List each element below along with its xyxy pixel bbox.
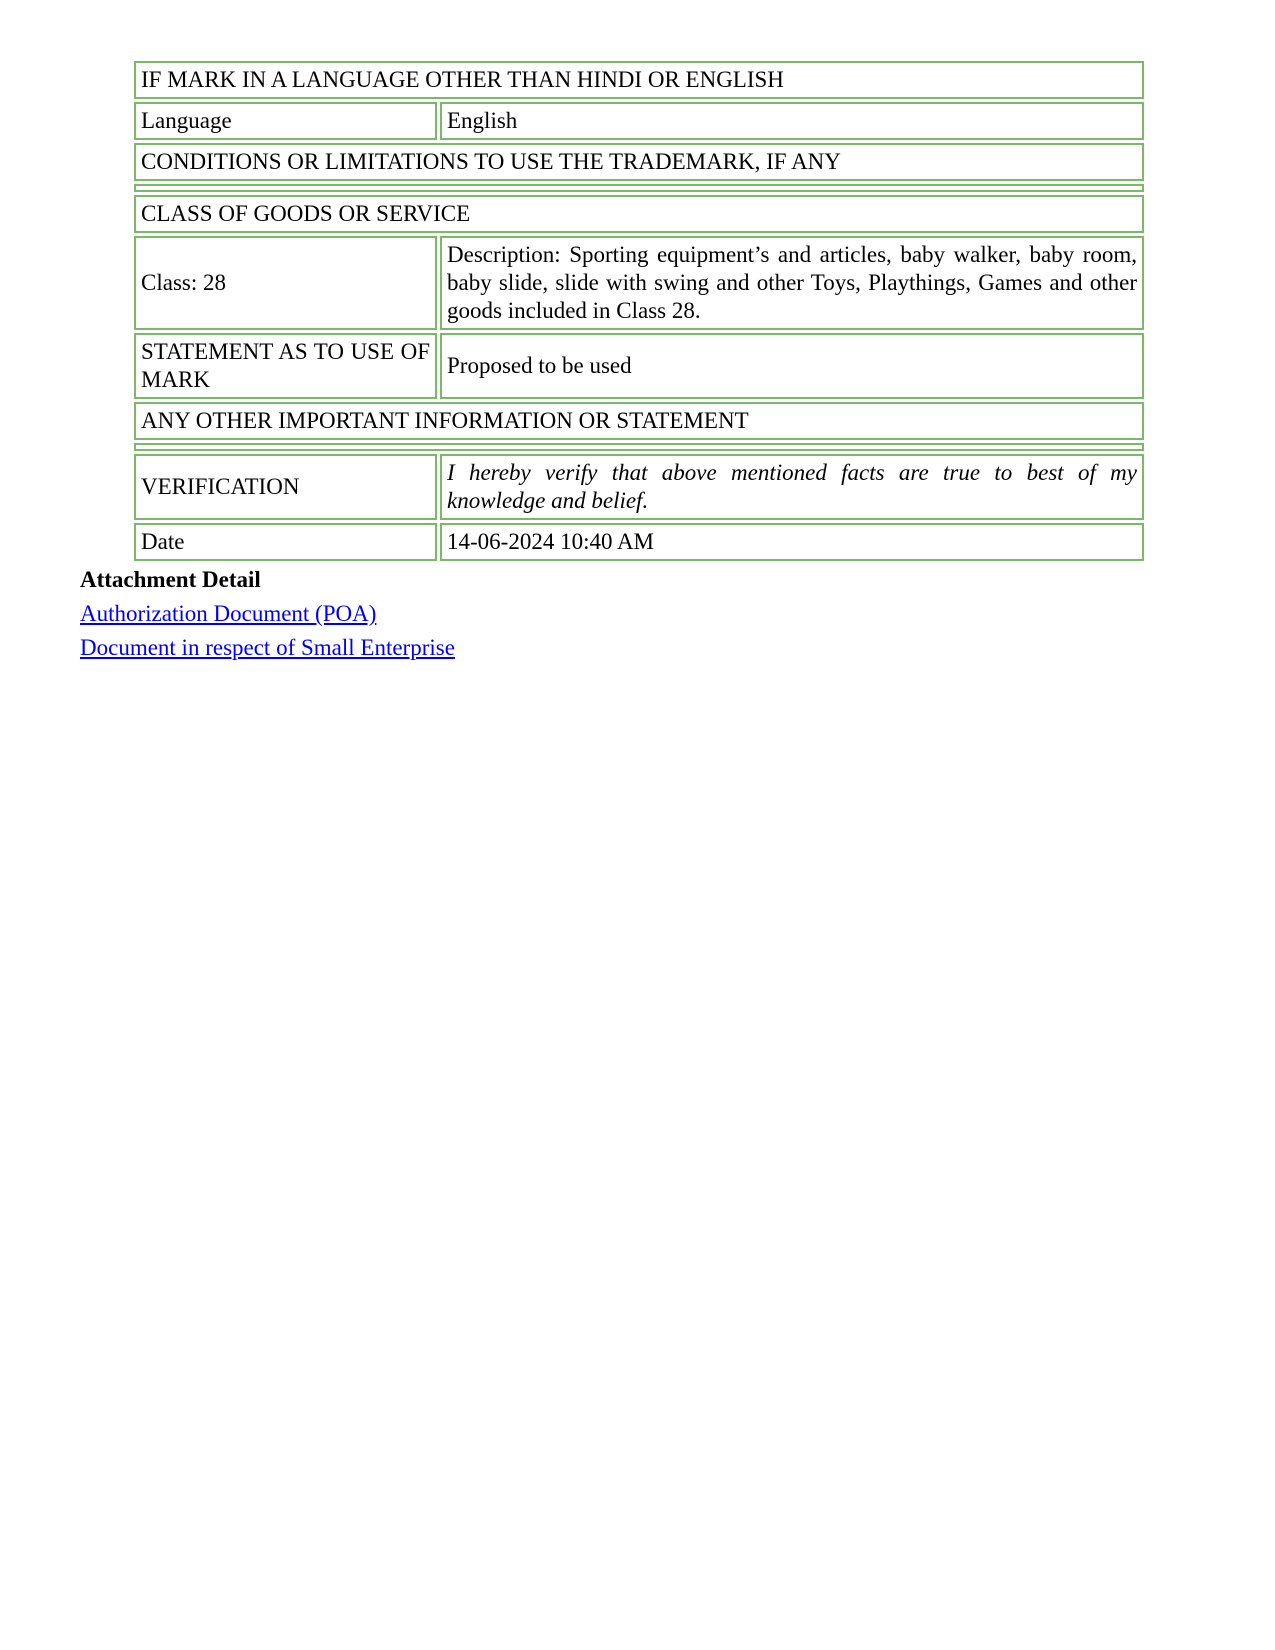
language-label: Language (134, 102, 437, 140)
verification-row (134, 454, 1144, 520)
class-description: Description: Sporting equipment’s and articles, baby walker, baby room, baby slide, slide with swing and other Toys, Playthings, Games and other goods included in Class 28. (440, 236, 1144, 330)
other-info-value (134, 443, 1144, 451)
class-heading: CLASS OF GOODS OR SERVICE (134, 195, 1144, 233)
statement-row (134, 333, 1144, 399)
verification-label: VERIFICATION (134, 454, 437, 520)
attachment-detail-heading: Attachment Detail (80, 567, 261, 592)
trademark-details-table (131, 58, 1147, 564)
small-enterprise-document-link[interactable]: Document in respect of Small Enterprise (80, 635, 455, 660)
conditions-heading-row (134, 143, 1144, 181)
authorization-document-link[interactable]: Authorization Document (POA) (80, 601, 377, 626)
date-value: 14-06-2024 10:40 AM (440, 523, 1144, 561)
verification-statement: I hereby verify that above mentioned facts are true to best of my knowledge and belief. (440, 454, 1144, 520)
class-heading-row (134, 195, 1144, 233)
language-heading-row (134, 61, 1144, 99)
language-value: English (440, 102, 1144, 140)
date-row (134, 523, 1144, 561)
conditions-value (134, 184, 1144, 192)
statement-label: STATEMENT AS TO USE OF MARK (134, 333, 437, 399)
language-row (134, 102, 1144, 140)
class-label: Class: 28 (134, 236, 437, 330)
class-row (134, 236, 1144, 330)
statement-value: Proposed to be used (440, 333, 1144, 399)
other-info-heading-row (134, 402, 1144, 440)
date-label: Date (134, 523, 437, 561)
other-info-heading: ANY OTHER IMPORTANT INFORMATION OR STATEMENT (134, 402, 1144, 440)
language-heading: IF MARK IN A LANGUAGE OTHER THAN HINDI OR ENGLISH (134, 61, 1144, 99)
conditions-heading: CONDITIONS OR LIMITATIONS TO USE THE TRADEMARK, IF ANY (134, 143, 1144, 181)
other-info-value-row (134, 443, 1144, 451)
attachment-detail-section (80, 563, 455, 665)
conditions-value-row (134, 184, 1144, 192)
